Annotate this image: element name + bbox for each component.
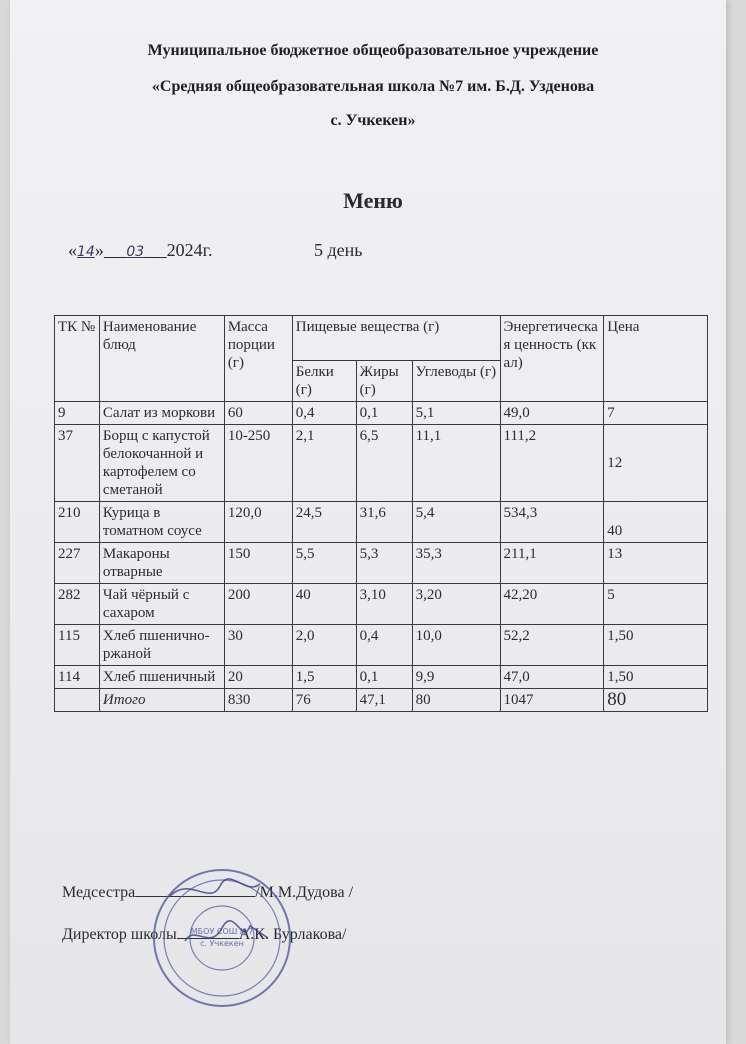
director-name: А.К. Бурлакова/ bbox=[238, 926, 347, 943]
cell-protein: 0,4 bbox=[292, 402, 356, 425]
cell-protein: 2,0 bbox=[292, 625, 356, 666]
cell-protein: 1,5 bbox=[292, 666, 356, 689]
cell-fat: 0,1 bbox=[356, 666, 412, 689]
cell-price: 1,50 bbox=[604, 625, 708, 666]
header-energy: Энергетическая ценность (ккал) bbox=[500, 316, 604, 402]
cell-mass: 120,0 bbox=[224, 502, 292, 543]
table-row bbox=[55, 584, 708, 625]
cell-price: 13 bbox=[604, 543, 708, 584]
cell-price: 1,50 bbox=[604, 666, 708, 689]
total-carbs: 80 bbox=[412, 689, 500, 712]
table-row bbox=[55, 666, 708, 689]
header-nutrients: Пищевые вещества (г) bbox=[292, 316, 500, 361]
cell-tk: 9 bbox=[55, 402, 100, 425]
svg-text:с. Учкекен: с. Учкекен bbox=[200, 939, 244, 948]
total-energy: 1047 bbox=[500, 689, 604, 712]
cell-name: Салат из моркови bbox=[99, 402, 224, 425]
cell-price: 7 bbox=[604, 402, 708, 425]
cell-carbs: 10,0 bbox=[412, 625, 500, 666]
cell-price: 5 bbox=[604, 584, 708, 625]
cell-tk: 282 bbox=[55, 584, 100, 625]
cell-carbs: 5,1 bbox=[412, 402, 500, 425]
cell-energy: 534,3 bbox=[500, 502, 604, 543]
cell-mass: 60 bbox=[224, 402, 292, 425]
cell-carbs: 5,4 bbox=[412, 502, 500, 543]
cell-energy: 42,20 bbox=[500, 584, 604, 625]
cell-name: Макароны отварные bbox=[99, 543, 224, 584]
total-mass: 830 bbox=[224, 689, 292, 712]
cell-mass: 200 bbox=[224, 584, 292, 625]
cell-fat: 0,1 bbox=[356, 402, 412, 425]
page-title: Меню bbox=[343, 188, 403, 213]
cell-energy: 47,0 bbox=[500, 666, 604, 689]
cell-name: Борщ с капустой белокочанной и картофелем со сметаной bbox=[99, 425, 224, 502]
cell-tk: 114 bbox=[55, 666, 100, 689]
org-name-line1: Муниципальное бюджетное общеобразовательное учреждение bbox=[147, 42, 599, 59]
cell-name: Чай чёрный с сахаром bbox=[99, 584, 224, 625]
cell-fat: 31,6 bbox=[356, 502, 412, 543]
cell-protein: 5,5 bbox=[292, 543, 356, 584]
table-row bbox=[55, 502, 708, 543]
cell-price: 40 bbox=[604, 502, 708, 543]
header-price: Цена bbox=[604, 316, 708, 402]
cell-carbs: 35,3 bbox=[412, 543, 500, 584]
cell-energy: 211,1 bbox=[500, 543, 604, 584]
cell-protein: 24,5 bbox=[292, 502, 356, 543]
date-day: 14 bbox=[77, 244, 95, 260]
org-name-line2: «Средняя общеобразовательная школа №7 им. Б.Д. Узденова bbox=[151, 78, 595, 95]
cell-price: 12 bbox=[604, 425, 708, 502]
header-protein: Белки (г) bbox=[292, 361, 356, 402]
total-tk bbox=[55, 689, 100, 712]
table-header-row bbox=[55, 316, 708, 361]
org-name-line3: с. Учкекен» bbox=[330, 112, 416, 129]
cell-carbs: 3,20 bbox=[412, 584, 500, 625]
table-row bbox=[55, 425, 708, 502]
cell-energy: 111,2 bbox=[500, 425, 604, 502]
total-protein: 76 bbox=[292, 689, 356, 712]
date-quote-open: « bbox=[68, 240, 77, 260]
cell-tk: 227 bbox=[55, 543, 100, 584]
table-row bbox=[55, 625, 708, 666]
menu-date bbox=[68, 240, 213, 261]
date-month: 03 bbox=[126, 244, 145, 260]
table-row bbox=[55, 402, 708, 425]
cell-tk: 115 bbox=[55, 625, 100, 666]
cell-protein: 2,1 bbox=[292, 425, 356, 502]
cell-protein: 40 bbox=[292, 584, 356, 625]
cell-carbs: 11,1 bbox=[412, 425, 500, 502]
day-label: 5 день bbox=[314, 240, 363, 260]
cell-mass: 10-250 bbox=[224, 425, 292, 502]
cell-fat: 0,4 bbox=[356, 625, 412, 666]
cell-mass: 20 bbox=[224, 666, 292, 689]
date-year: 2024г. bbox=[166, 240, 213, 260]
date-quote-close: » bbox=[94, 240, 104, 260]
cell-energy: 49,0 bbox=[500, 402, 604, 425]
cell-tk: 37 bbox=[55, 425, 100, 502]
cell-fat: 3,10 bbox=[356, 584, 412, 625]
menu-table bbox=[54, 315, 708, 712]
cell-carbs: 9,9 bbox=[412, 666, 500, 689]
table-row bbox=[55, 543, 708, 584]
total-fat: 47,1 bbox=[356, 689, 412, 712]
total-price: 80 bbox=[604, 689, 708, 712]
svg-text:МБОУ СОШ №7: МБОУ СОШ №7 bbox=[190, 927, 254, 936]
cell-fat: 6,5 bbox=[356, 425, 412, 502]
cell-energy: 52,2 bbox=[500, 625, 604, 666]
cell-mass: 30 bbox=[224, 625, 292, 666]
cell-mass: 150 bbox=[224, 543, 292, 584]
cell-name: Курица в томатном соусе bbox=[99, 502, 224, 543]
header-fat: Жиры (г) bbox=[356, 361, 412, 402]
total-row bbox=[55, 689, 708, 712]
cell-fat: 5,3 bbox=[356, 543, 412, 584]
cell-name: Хлеб пшеничный bbox=[99, 666, 224, 689]
school-stamp-icon bbox=[150, 866, 295, 1011]
header-carbs: Углеводы (г) bbox=[412, 361, 500, 402]
total-label: Итого bbox=[99, 689, 224, 712]
header-mass: Масса порции (г) bbox=[224, 316, 292, 402]
cell-tk: 210 bbox=[55, 502, 100, 543]
nurse-role: Медсестра bbox=[62, 884, 136, 901]
header-tk: ТК № bbox=[55, 316, 100, 402]
director-role: Директор школы bbox=[62, 926, 177, 943]
header-name: Наименование блюд bbox=[99, 316, 224, 402]
nurse-name: /М.М.Дудова / bbox=[255, 884, 354, 901]
cell-name: Хлеб пшенично-ржаной bbox=[99, 625, 224, 666]
